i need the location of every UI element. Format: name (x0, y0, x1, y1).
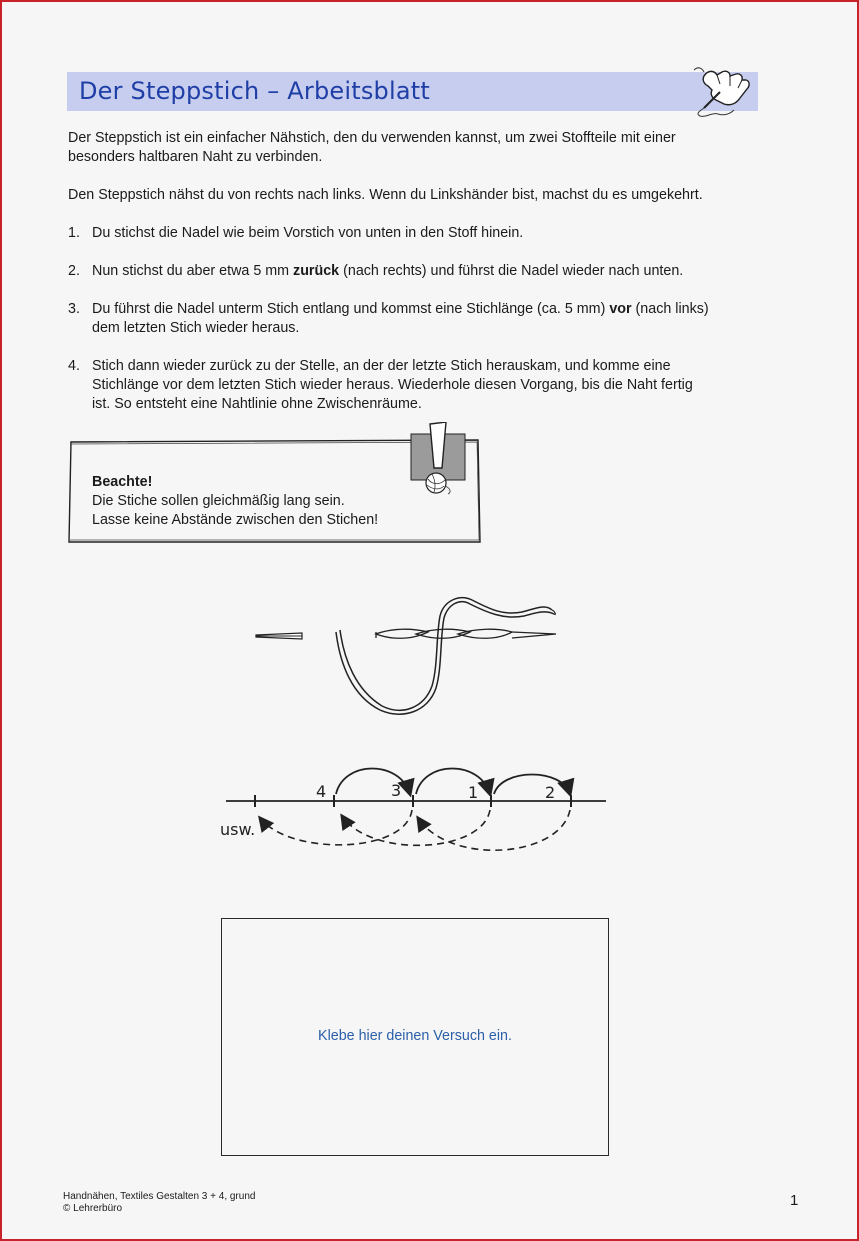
note-line-1: Die Stiche sollen gleichmäßig lang sein. (92, 493, 345, 509)
step-number: 1. (68, 225, 80, 241)
stitch-label-3: 3 (391, 781, 402, 800)
paste-area-text: Klebe hier deinen Versuch ein. (318, 1028, 512, 1044)
stitch-label-2: 2 (545, 783, 556, 802)
step-text-part: Nun stichst du aber etwa 5 mm (92, 263, 294, 279)
paste-area-box (221, 918, 609, 1156)
intro-line-1: Der Steppstich ist ein einfacher Nähstich, den du verwenden kannst, um zwei Stoffteile mit einer (68, 130, 676, 146)
step-text-part: (nach rechts) und führst die Nadel wieder nach unten. (339, 263, 684, 279)
usw-label: usw. (220, 820, 256, 839)
page-title: Der Steppstich – Arbeitsblatt (79, 77, 430, 105)
note-line-2: Lasse keine Abstände zwischen den Stichen! (92, 512, 379, 528)
step-2 (68, 262, 768, 281)
stitch-sequence-diagram (220, 758, 610, 862)
note-title: Beachte! (92, 474, 153, 490)
footer-line-1: Handnähen, Textiles Gestalten 3 + 4, grund (63, 1191, 256, 1202)
title-bar (67, 72, 758, 111)
step-emphasis: zurück (293, 263, 340, 279)
footer (63, 1191, 255, 1215)
step-text: Du stichst die Nadel wie beim Vorstich von unten in den Stoff hinein. (92, 225, 524, 241)
page-number: 1 (790, 1192, 799, 1209)
intro-paragraph-1 (68, 129, 768, 167)
sewing-hand-icon (690, 64, 756, 118)
step-4 (68, 357, 768, 414)
step-text-part: Du führst die Nadel unterm Stich entlang und kommst eine Stichlänge (ca. 5 mm) (92, 301, 610, 317)
step-number: 3. (68, 301, 80, 317)
step-3 (68, 300, 768, 338)
stitch-label-4: 4 (316, 782, 327, 801)
step-emphasis: vor (609, 301, 632, 317)
intro-paragraph-2: Den Steppstich nähst du von rechts nach links. Wenn du Linkshänder bist, machst du es umgekehrt. (68, 187, 703, 203)
step-text-part: ist. So entsteht eine Nahtlinie ohne Zwischenräume. (92, 396, 422, 412)
step-1 (68, 224, 768, 243)
note-box (68, 438, 482, 544)
step-text (92, 300, 768, 338)
step-number: 2. (68, 263, 80, 279)
step-text-part: Stichlänge vor dem letzten Stich wieder heraus. Wiederhole diesen Vorgang, bis die Naht fertig (92, 377, 693, 393)
step-text-part: Stich dann wieder zurück zu der Stelle, an der der letzte Stich herauskam, und komme eine (92, 358, 671, 374)
exclamation-yarn-icon (408, 422, 488, 498)
step-text (92, 262, 768, 281)
needle-thread-illustration (252, 590, 562, 718)
step-text (92, 357, 768, 414)
step-text-part: (nach links) (631, 301, 709, 317)
footer-line-2: © Lehrerbüro (63, 1203, 123, 1214)
intro-line-2: besonders haltbaren Naht zu verbinden. (68, 149, 323, 165)
step-number: 4. (68, 358, 80, 374)
stitch-label-1: 1 (468, 783, 479, 802)
step-text-part: dem letzten Stich wieder heraus. (92, 320, 300, 336)
